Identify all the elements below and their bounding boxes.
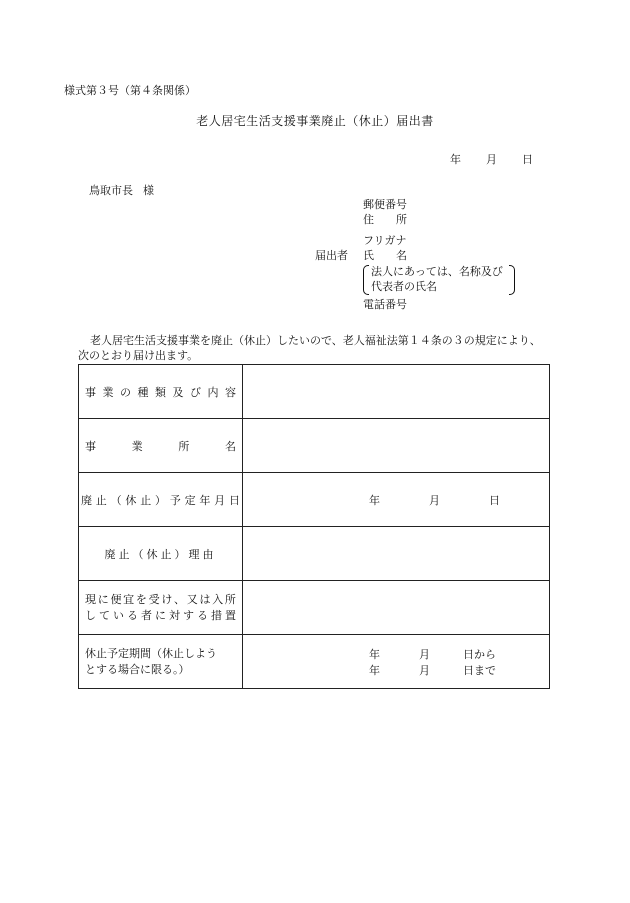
to-year-label: 年 [369,663,380,677]
label-char: 、 [174,592,186,606]
from-year-label: 年 [369,647,380,661]
date-year-label: 年 [450,153,461,166]
suspension-to-fields [243,662,549,678]
label-char: 者 [141,608,152,622]
suspension-from-fields [243,646,549,662]
reason-label: 廃止（休止）理由 [104,547,217,561]
label-char: 業 [131,439,143,453]
label-char: 休 [125,493,137,507]
label-char: 便 [110,592,122,606]
addressee [89,182,154,198]
label-char: 事 [85,439,96,453]
suspension-period-input-cell[interactable] [243,635,550,689]
abolition-date-label [79,492,242,508]
label-char: 置 [225,608,236,622]
date-day-label: 日 [522,153,533,166]
label-char: 類 [155,385,166,399]
addressee-honorific: 様 [143,184,154,197]
business-type-input-cell[interactable] [243,365,550,419]
to-month-label: 月 [419,663,430,677]
table-row [79,581,550,635]
corporation-note-line1: 法人にあっては、名称及び [371,265,503,278]
label-char: を [135,592,147,606]
label-char: 現 [85,592,96,606]
to-day-label: 日まで [463,663,496,677]
postal-code-label: 郵便番号 [363,198,407,211]
label-char: 業 [102,385,114,399]
abolition-month-label: 月 [429,493,440,507]
reason-input-cell[interactable] [243,527,550,581]
corporation-note-line2: 代表者の氏名 [371,280,437,293]
label-char: 事 [85,385,96,399]
label-char: の [120,385,131,399]
label-char: る [127,608,138,622]
label-char: す [183,608,194,622]
label-char: け [161,592,173,606]
abolition-date-label-cell [79,473,243,527]
business-type-label [79,384,242,400]
measures-label-line2 [85,608,236,624]
label-char: 及 [172,385,184,399]
date-month-label: 月 [486,153,497,166]
label-char: に [97,592,109,606]
label-char: い [113,608,124,622]
label-char: 月 [214,493,226,507]
label-char: 廃 [81,493,92,507]
label-char: 受 [148,592,160,606]
label-char: し [85,608,96,622]
form-number-label: 様式第３号（第４条関係） [64,84,196,97]
table-row [79,365,550,419]
label-char: 入 [212,592,224,606]
table-row [79,419,550,473]
from-day-label: 日から [463,647,496,661]
address-label: 住 所 [363,213,407,226]
label-char: 定 [184,493,196,507]
label-char: 宜 [123,592,135,606]
office-name-input-cell[interactable] [243,419,550,473]
reason-label-cell [79,527,243,581]
label-char: 容 [225,385,236,399]
table-row [79,527,550,581]
measures-label-line1 [85,592,236,608]
measures-input-cell[interactable] [243,581,550,635]
suspension-period-label [79,646,242,678]
label-char: 又 [186,592,198,606]
left-bracket [363,265,369,295]
from-month-label: 月 [419,647,430,661]
label-char: 内 [207,385,219,399]
office-name-label [79,438,242,454]
body-text-line1: 老人居宅生活支援事業を廃止（休止）したいので、老人福祉法第１４条の３の規定により、 [90,334,541,347]
label-char: 所 [224,592,236,606]
label-char: 対 [169,608,180,622]
notification-table [78,364,550,689]
suspension-period-label-cell [79,635,243,689]
label-char: び [190,385,201,399]
label-char: （ [110,493,122,507]
label-char: 日 [228,493,240,507]
abolition-day-label: 日 [489,493,500,507]
right-bracket [509,265,515,295]
body-text-line2: 次のとおり届け出ます。 [78,349,199,362]
label-char: 年 [199,493,211,507]
label-char: に [155,608,166,622]
office-name-label-cell [79,419,243,473]
furigana-label: フリガナ [363,234,407,247]
label-char: は [199,592,211,606]
label-char: 種 [137,385,149,399]
measures-label [79,592,242,624]
suspension-period-label-line1: 休止予定期間（休止しよう [85,646,217,660]
label-char: 止 [140,493,152,507]
business-type-label-cell [79,365,243,419]
label-char: 止 [95,493,107,507]
name-label: 氏 名 [363,249,407,262]
label-char: る [197,608,208,622]
measures-label-cell [79,581,243,635]
addressee-name: 鳥取市長 [89,184,133,197]
label-char: 所 [178,439,190,453]
abolition-date-input-cell[interactable] [243,473,550,527]
applicant-label: 届出者 [315,249,348,262]
label-char: て [99,608,110,622]
table-row [79,473,550,527]
label-char: 予 [169,493,181,507]
label-char: 名 [224,439,236,453]
label-char: 措 [211,608,222,622]
table-row [79,635,550,689]
corporation-note [363,265,515,295]
abolition-date-fields [243,492,549,508]
document-title: 老人居宅生活支援事業廃止（休止）届出書 [196,114,434,128]
body-text [78,333,578,363]
label-char: ） [154,493,166,507]
phone-label: 電話番号 [363,298,407,311]
suspension-period-label-line2: とする場合に限る。） [85,662,190,676]
abolition-year-label: 年 [369,493,380,507]
